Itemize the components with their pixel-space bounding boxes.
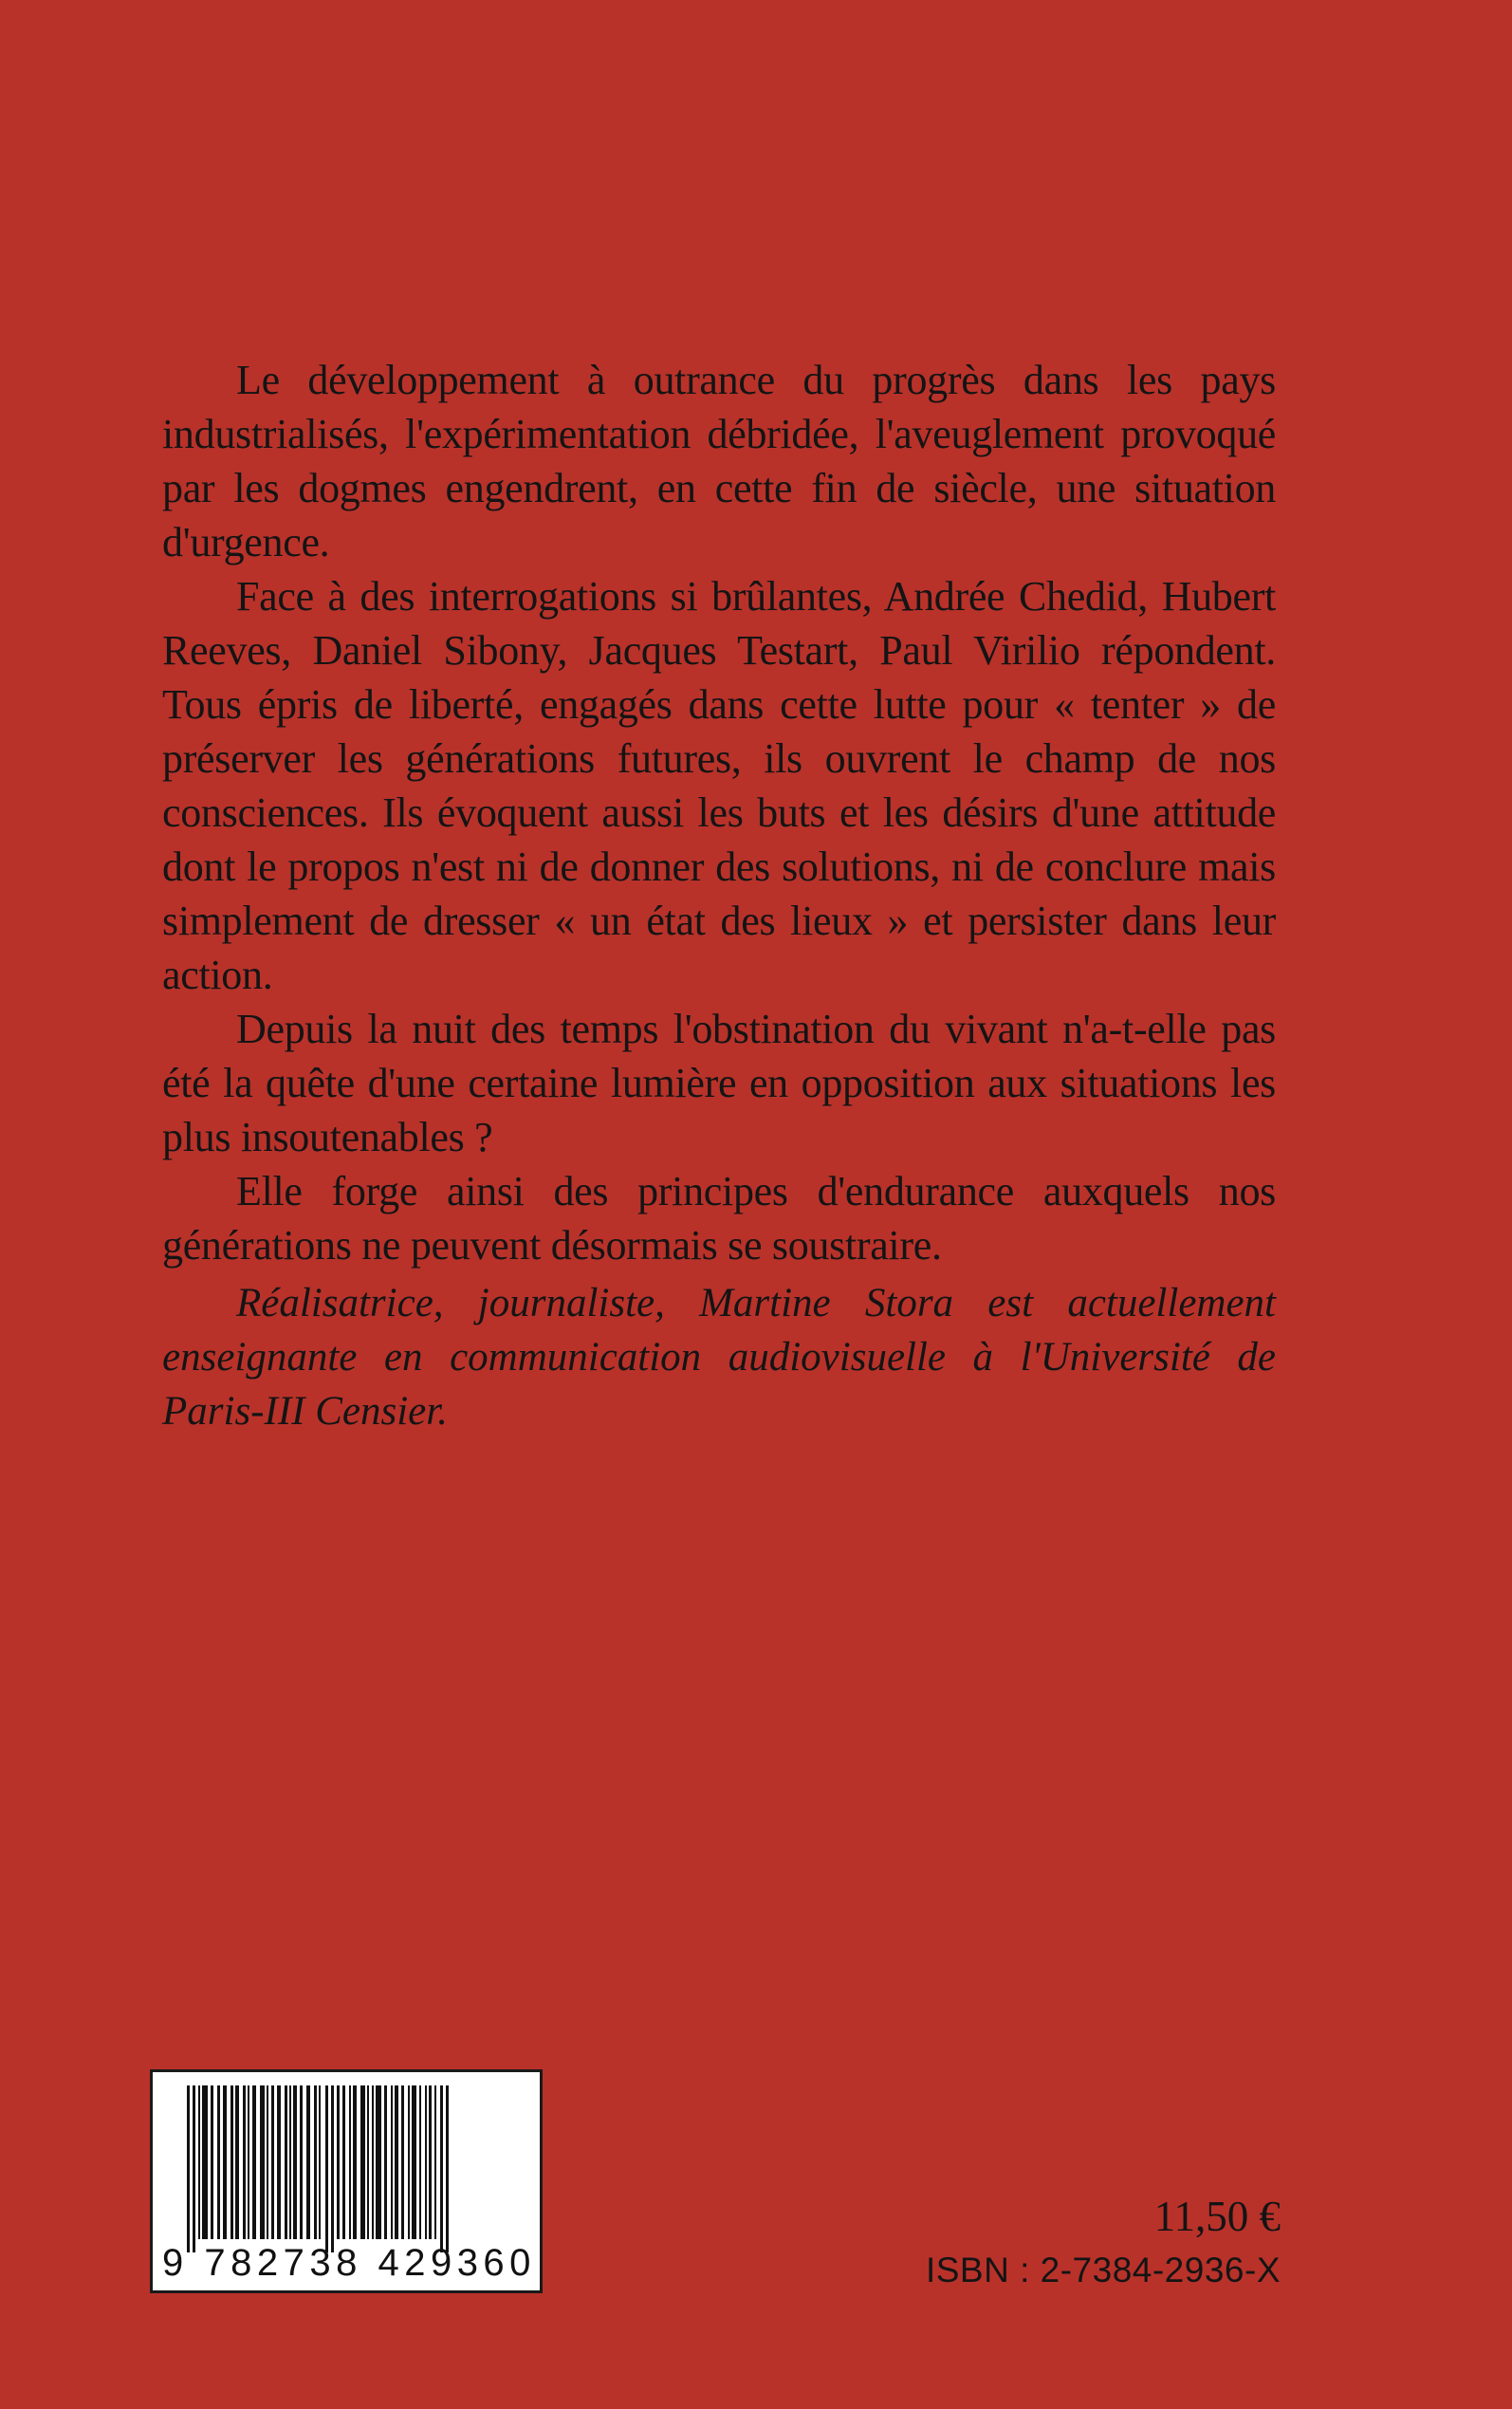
barcode-bar — [285, 2085, 287, 2239]
barcode-bar — [425, 2085, 427, 2239]
barcode-bar — [223, 2085, 227, 2239]
blurb-paragraph-2: Face à des interrogations si brûlantes, Andrée Chedid, Hubert Reeves, Daniel Sibony, Jacques Testart, Paul Virilio répondent. Tous épris de liberté, engagés dans cette lutte pour « tenter » de préserver les générations futures, ils ouvrent le champ de nos consciences. Ils évoquent aussi les buts et les désirs d'une attitude dont le propos n'est ni de donner des solutions, ni de conclure mais simplement de dresser « un état des lieux » et persister dans leur action. — [162, 573, 1276, 998]
barcode-bar — [271, 2085, 274, 2239]
barcode-bar — [235, 2085, 239, 2239]
barcode-bar — [193, 2085, 195, 2252]
barcode-bar — [342, 2085, 345, 2239]
barcode-bar — [314, 2085, 317, 2239]
blurb-text — [162, 353, 1276, 1272]
barcode-bar — [325, 2085, 328, 2252]
barcode-bar — [446, 2085, 449, 2252]
barcode — [150, 2069, 543, 2293]
author-bio — [162, 1276, 1276, 1438]
barcode-bar — [198, 2085, 200, 2239]
barcode-digits: 9 782738 429360 — [162, 2242, 536, 2284]
barcode-bar — [384, 2085, 387, 2239]
barcode-bar — [260, 2085, 265, 2239]
barcode-bar — [412, 2085, 416, 2239]
barcode-bar — [401, 2085, 404, 2239]
blurb-paragraph-3: Depuis la nuit des temps l'obstination du vivant n'a-t-elle pas été la quête d'une certaine lumière en opposition aux situations les plus insoutenables ? — [162, 1006, 1276, 1160]
barcode-bar — [243, 2085, 246, 2239]
barcode-bar — [289, 2085, 291, 2239]
barcode-bar — [211, 2085, 213, 2239]
barcode-bar — [349, 2085, 351, 2239]
barcode-bar — [395, 2085, 398, 2239]
barcode-bar — [293, 2085, 297, 2239]
barcode-bar — [367, 2085, 369, 2239]
barcode-bar — [187, 2085, 190, 2252]
barcode-bar — [360, 2085, 365, 2239]
barcode-bar — [419, 2085, 421, 2239]
barcode-bar — [353, 2085, 357, 2239]
barcode-bar — [252, 2085, 256, 2239]
isbn: ISBN : 2-7384-2936-X — [925, 2251, 1281, 2289]
barcode-bar — [248, 2085, 249, 2239]
barcode-bar — [331, 2085, 334, 2252]
barcode-bar — [202, 2085, 208, 2239]
barcode-bar — [391, 2085, 393, 2239]
barcode-bar — [434, 2085, 436, 2239]
barcode-bar — [319, 2085, 321, 2239]
barcode-bar — [372, 2085, 374, 2239]
barcode-bar — [306, 2085, 310, 2239]
barcode-bar — [429, 2085, 432, 2239]
author-bio-text: Réalisatrice, journaliste, Martine Stora est actuellement enseignante en communication audiovisuelle à l'Université de Paris-III Censier. — [162, 1281, 1276, 1434]
barcode-bar — [230, 2085, 233, 2239]
barcode-bar — [277, 2085, 281, 2239]
barcode-bar — [440, 2085, 443, 2252]
blurb-paragraph-1: Le développement à outrance du progrès dans les pays industrialisés, l'expérimentation débridée, l'aveuglement provoqué par les dogmes engendrent, en cette fin de siècle, une situation d'urgence. — [162, 357, 1276, 565]
price: 11,50 € — [1153, 2193, 1281, 2240]
barcode-bar — [337, 2085, 340, 2239]
barcode-bar — [217, 2085, 220, 2239]
barcode-bar — [267, 2085, 268, 2239]
barcode-bar — [300, 2085, 303, 2239]
barcode-bar — [408, 2085, 410, 2239]
barcode-bar — [376, 2085, 381, 2239]
blurb-paragraph-4: Elle forge ainsi des principes d'endurance auxquels nos générations ne peuvent désormais se soustraire. — [162, 1168, 1276, 1269]
